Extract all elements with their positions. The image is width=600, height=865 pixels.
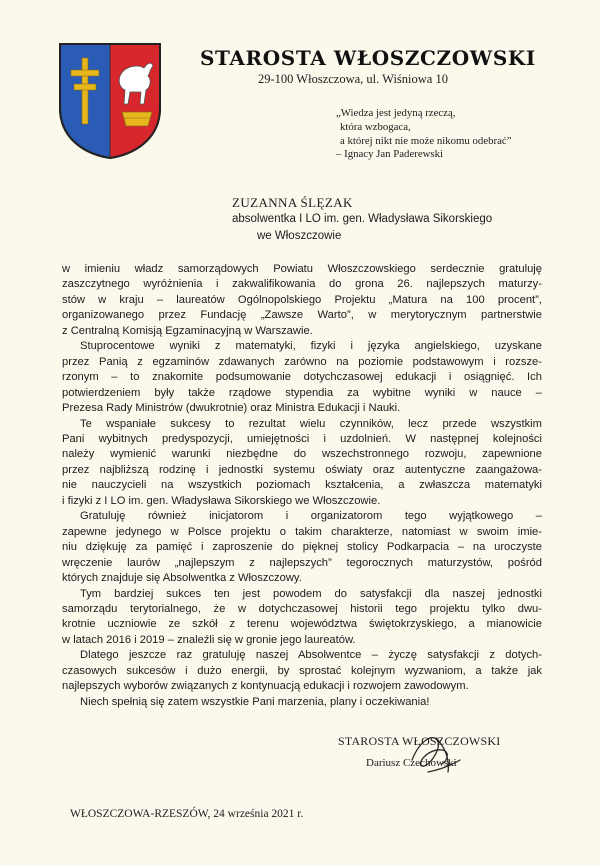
body-line: przez najbliższą rodzinę i jednostki systemu oświaty oraz autentyczne zaangażowa-: [62, 463, 542, 476]
paragraph: [62, 509, 542, 586]
body-line: przez Panią z egzaminów zdawanych zarówno na poziomie podstawowym i rozsze-: [62, 355, 542, 368]
body-line: należy wymienić warunki niezbędne do wszechstronnego rozwoju, zapewnione: [62, 448, 542, 461]
signatory-name: Dariusz Czechowski: [366, 757, 457, 769]
recipient-school: absolwentka I LO im. gen. Władysława Sikorskiego: [232, 213, 493, 225]
body-line: i fizyki z I LO im. gen. Władysława Sikorskiego we Włoszczowie.: [62, 494, 381, 507]
quote-line: „Wiedza jest jedyną rzeczą,: [336, 107, 456, 119]
handwritten-signature-icon: [398, 720, 468, 790]
body-line: wręczenie laurów „najlepszym z najlepszych” tegorocznych maturzystów, pośród: [62, 556, 542, 569]
body-line: zapewne jedynego w Polsce projektu o takim charakterze, natomiast w swoim imie-: [62, 525, 542, 538]
office-title: STAROSTA WŁOSZCZOWSKI: [200, 46, 536, 70]
place-and-date: WŁOSZCZOWA-RZESZÓW, 24 września 2021 r.: [70, 808, 304, 820]
body-line: Stuprocentowe wyniki z matematyki, fizyki i języka angielskiego, uzyskane: [80, 340, 542, 353]
body-line: samorządu terytorialnego, że w dotychczasowej historii tego projektu tylko dwu-: [62, 602, 542, 615]
signatory-title: STAROSTA WŁOSZCZOWSKI: [338, 734, 501, 748]
body-line: najlepszych wyborów związanych z kontynuacją edukacji i rozwojem zawodowym.: [62, 680, 469, 693]
body-line: Dlatego jeszcze raz gratuluję naszej Absolwentce – życzę satysfakcji z dotych-: [80, 649, 542, 662]
paragraph: [62, 262, 542, 339]
body-line: czasowych sukcesów i dużo energii, by sprostać kolejnym wyzwaniom, a także jak: [62, 664, 542, 677]
body-line: w imieniu władz samorządowych Powiatu Włoszczowskiego serdecznie gratuluję: [62, 263, 542, 275]
body-line: krotnie uczniowie ze szkół z terenu województwa świętokrzyskiego, a mianowicie: [62, 618, 542, 631]
body-line: potwierdzeniem były także rządowe stypendia za wybitne wyniki w nauce –: [62, 386, 542, 399]
recipient-name: ZUZANNA ŚLĘZAK: [232, 195, 353, 210]
body-line: organizowanego przez Fundację „Zawsze Warto”, w merytorycznym partnerstwie: [62, 309, 542, 322]
letter-body: [62, 262, 542, 710]
body-line: Niech spełnią się zatem wszystkie Pani marzenia, plany i oczekiwania!: [80, 695, 430, 708]
paragraph: [62, 587, 542, 649]
body-line: Prezesa Rady Ministrów (dwukrotnie) oraz Ministra Edukacji i Nauki.: [62, 402, 401, 415]
body-line: Pani wybitnych predyspozycji, umiejętności i uzdolnień. W następnej kolejności: [62, 432, 542, 445]
paragraph: [62, 339, 542, 416]
body-line: Gratuluję również inicjatorom i organizatorom tego wyjątkowego –: [80, 510, 542, 523]
body-line: nie nauczycieli na wszystkich poziomach kształcenia, a zwłaszcza matematyki: [62, 479, 542, 492]
paragraph: [62, 648, 542, 694]
county-coat-of-arms-icon: [58, 42, 162, 160]
body-line: rzonym – to znakomite podsumowanie dotychczasowej edukacji i osiągnięć. Ich: [62, 371, 542, 384]
body-line: Te wspaniałe sukcesy to rezultat wielu czynników, lecz przede wszystkim: [80, 417, 542, 430]
quote-line: a której nikt nie może nikomu odebrać”: [340, 134, 512, 147]
quote-line: która wzbogaca,: [340, 120, 411, 133]
body-line: zaszczytnego wyróżnienia i zakwalifikowania do grona 26. najlepszych maturzy-: [62, 278, 542, 291]
paragraph: [62, 417, 542, 510]
recipient-town: we Włoszczowie: [257, 230, 342, 242]
body-line: z Centralną Komisją Egzaminacyjną w Warszawie.: [62, 324, 313, 337]
quote-author: – Ignacy Jan Paderewski: [336, 148, 444, 161]
body-line: stów w kraju – laureatów Ogólnopolskiego Projektu „Matura na 100 procent”,: [62, 293, 542, 306]
body-line: niu dziękuję za pamięć i zaproszenie do pięknej stolicy Podkarpacia – na uroczyste: [62, 541, 542, 554]
body-line: których znajduje się Absolwentka z Włoszczowy.: [62, 572, 302, 585]
body-line: Tym bardziej sukces ten jest powodem do satysfakcji dla naszej jednostki: [80, 587, 542, 600]
motto-quote: [330, 107, 560, 162]
body-line: w latach 2016 i 2019 – znaleźli się w gronie jego laureatów.: [62, 633, 356, 646]
paragraph: [62, 695, 542, 710]
office-address: 29-100 Włoszczowa, ul. Wiśniowa 10: [258, 72, 448, 86]
